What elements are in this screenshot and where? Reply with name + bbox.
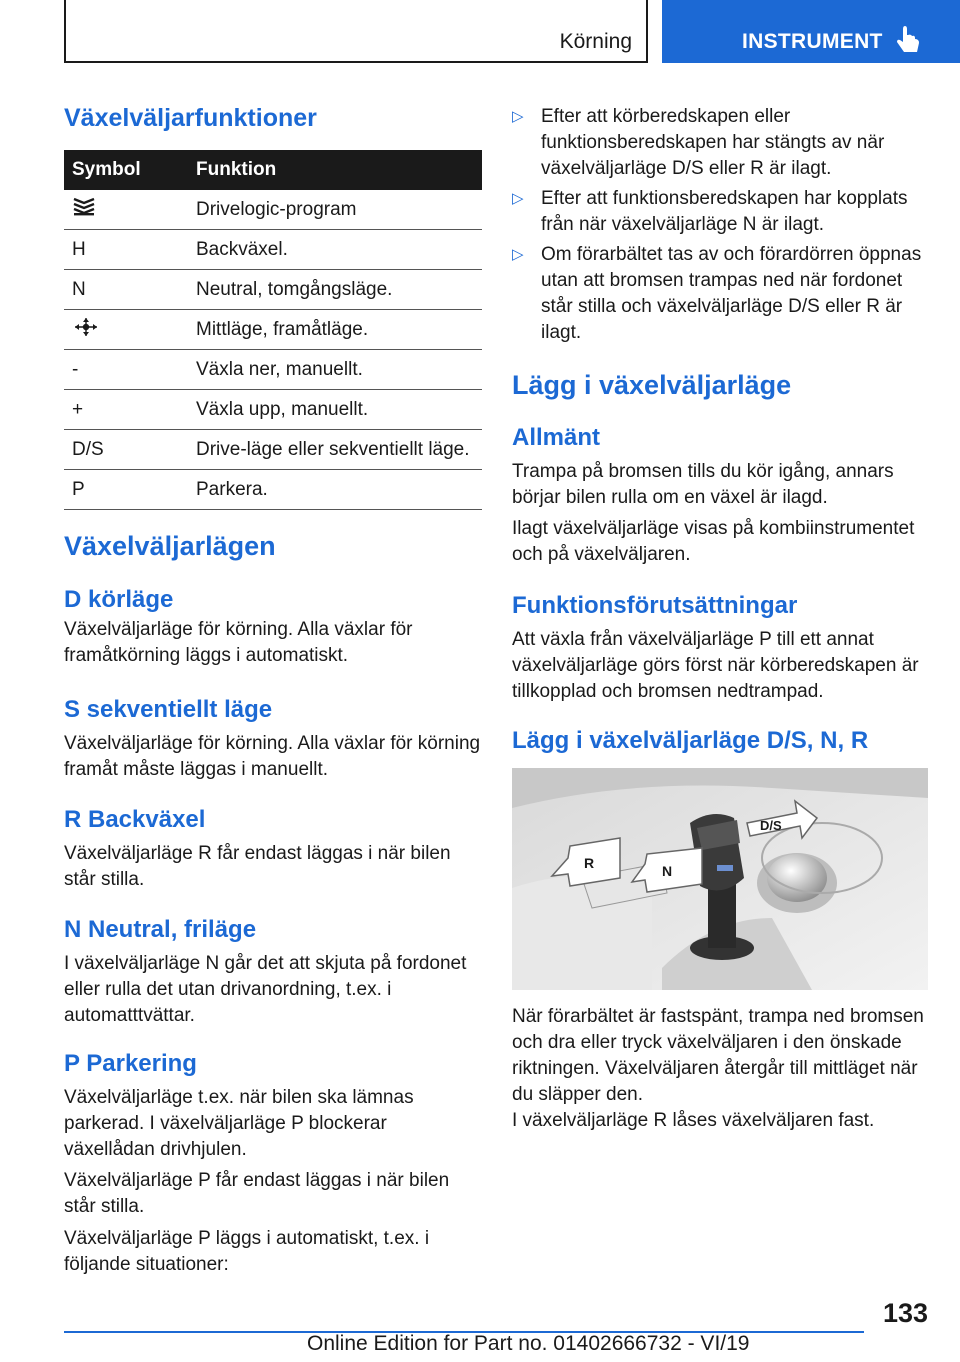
dsnr-text-2: I växelväljarläge R låses växelväljaren fast. <box>512 1110 875 1131</box>
r-mode-text: Växelväljarläge R får endast läggas i när bilen står stilla. <box>64 843 451 890</box>
table-cell-function: Växla upp, manuellt. <box>188 390 482 430</box>
chapter-label: Körning <box>559 30 632 53</box>
table-cell-symbol: H <box>64 230 188 270</box>
table-row <box>64 470 482 510</box>
list-item-text: Efter att körberedskapen eller funktionsberedskapen har stängts av när växelväljarläge D/S eller R är ilagt. <box>541 106 885 179</box>
page-number: 133 <box>882 1298 928 1328</box>
d-mode-title: D körläge <box>64 586 174 613</box>
functions-title: Växelväljarfunktioner <box>64 104 317 132</box>
table-cell-function: Mittläge, framåtläge. <box>188 310 482 350</box>
list-item-text: Efter att funktionsberedskapen har kopplats från när växelväljarläge N är ilagt. <box>541 188 908 235</box>
general-text-1: Trampa på bromsen tills du kör igång, annars börjar bilen rulla om en växel är ilagd. <box>512 461 894 508</box>
list-item-text: Om förarbältet tas av och förardörren öppnas utan att bromsen trampas ned när fordonet står stilla och växelväljarläge D/S eller R är ilagt. <box>541 244 922 343</box>
table-row <box>64 430 482 470</box>
table-cell-function: Parkera. <box>188 470 482 510</box>
table-cell-symbol: + <box>64 390 188 430</box>
dsnr-title: Lägg i växelväljarläge D/S, N, R <box>512 727 869 754</box>
triangle-bullet-icon: ▷ <box>512 190 524 207</box>
engage-title: Lägg i växelväljarläge <box>512 370 792 400</box>
prereq-text: Att växla från växelväljarläge P till ett annat växelväljarläge görs först när körberedskapen är tillkopplad och bromsen nedtrampad. <box>512 629 919 702</box>
table-cell-function: Växla ner, manuellt. <box>188 350 482 390</box>
triangle-bullet-icon: ▷ <box>512 108 524 125</box>
photo-label-n: N <box>662 863 673 879</box>
r-mode-title: R Backväxel <box>64 806 206 833</box>
middle-position-icon <box>64 310 188 350</box>
symbol-table <box>64 150 482 510</box>
table-cell-function: Backväxel. <box>188 230 482 270</box>
general-text-2: Ilagt växelväljarläge visas på kombiinstrumentet och på växelväljaren. <box>512 518 915 565</box>
d-mode-text: Växelväljarläge för körning. Alla växlar för framåtkörning läggs i automatiskt. <box>64 619 413 666</box>
photo-label-ds: D/S <box>760 818 782 833</box>
table-cell-function: Neutral, tomgångsläge. <box>188 270 482 310</box>
list-item <box>512 186 930 238</box>
table-row <box>64 350 482 390</box>
prereq-title: Funktionsförutsättningar <box>512 592 798 619</box>
hand-pointer-icon <box>893 26 923 56</box>
table-cell-function: Drive-läge eller sekventiellt läge. <box>188 430 482 470</box>
table-header-row <box>64 150 482 190</box>
list-item <box>512 242 930 346</box>
table-header-symbol: Symbol <box>64 150 188 190</box>
p-mode-text-3: Växelväljarläge P läggs i automatiskt, t.ex. i följande situationer: <box>64 1228 430 1275</box>
modes-title: Växelväljarlägen <box>64 531 276 561</box>
p-mode-text-1: Växelväljarläge t.ex. när bilen ska lämnas parkerad. I växelväljarläge P blockerar växellådan drivhjulen. <box>64 1087 414 1160</box>
n-mode-title: N Neutral, friläge <box>64 916 257 943</box>
s-mode-text: Växelväljarläge för körning. Alla växlar för körning framåt måste läggas i manuellt. <box>64 733 481 780</box>
triangle-bullet-icon: ▷ <box>512 246 524 263</box>
table-row <box>64 190 482 230</box>
table-cell-symbol: P <box>64 470 188 510</box>
table-cell-symbol: D/S <box>64 430 188 470</box>
table-row <box>64 230 482 270</box>
chapter-tab[interactable] <box>64 0 648 63</box>
section-tab[interactable] <box>662 0 960 63</box>
table-cell-symbol: N <box>64 270 188 310</box>
general-title: Allmänt <box>512 424 601 451</box>
table-row <box>64 270 482 310</box>
dsnr-text-1: När förarbältet är fastspänt, trampa ned bromsen och dra eller tryck växelväljaren i den önskade riktningen. Växelväljaren återgår till mittläget när du släpper den. <box>512 1006 924 1105</box>
n-mode-text: I växelväljarläge N går det att skjuta på fordonet eller rulla det utan drivanordning, t.ex. i automatttvättar. <box>64 953 467 1026</box>
photo-label-r: R <box>584 855 595 871</box>
table-header-function: Funktion <box>188 150 482 190</box>
p-mode-text-2: Växelväljarläge P får endast läggas i när bilen står stilla. <box>64 1170 450 1217</box>
table-cell-function: Drivelogic-program <box>188 190 482 230</box>
p-mode-title: P Parkering <box>64 1050 197 1077</box>
table-cell-symbol: - <box>64 350 188 390</box>
section-label: INSTRUMENT <box>742 30 883 53</box>
list-item <box>512 104 930 182</box>
footer-edition: Online Edition for Part no. 01402666732 - VI/19 <box>307 1332 750 1355</box>
drivelogic-icon <box>64 190 188 230</box>
table-row <box>64 390 482 430</box>
table-row <box>64 310 482 350</box>
gear-selector-illustration <box>512 768 928 990</box>
s-mode-title: S sekventiellt läge <box>64 696 273 723</box>
